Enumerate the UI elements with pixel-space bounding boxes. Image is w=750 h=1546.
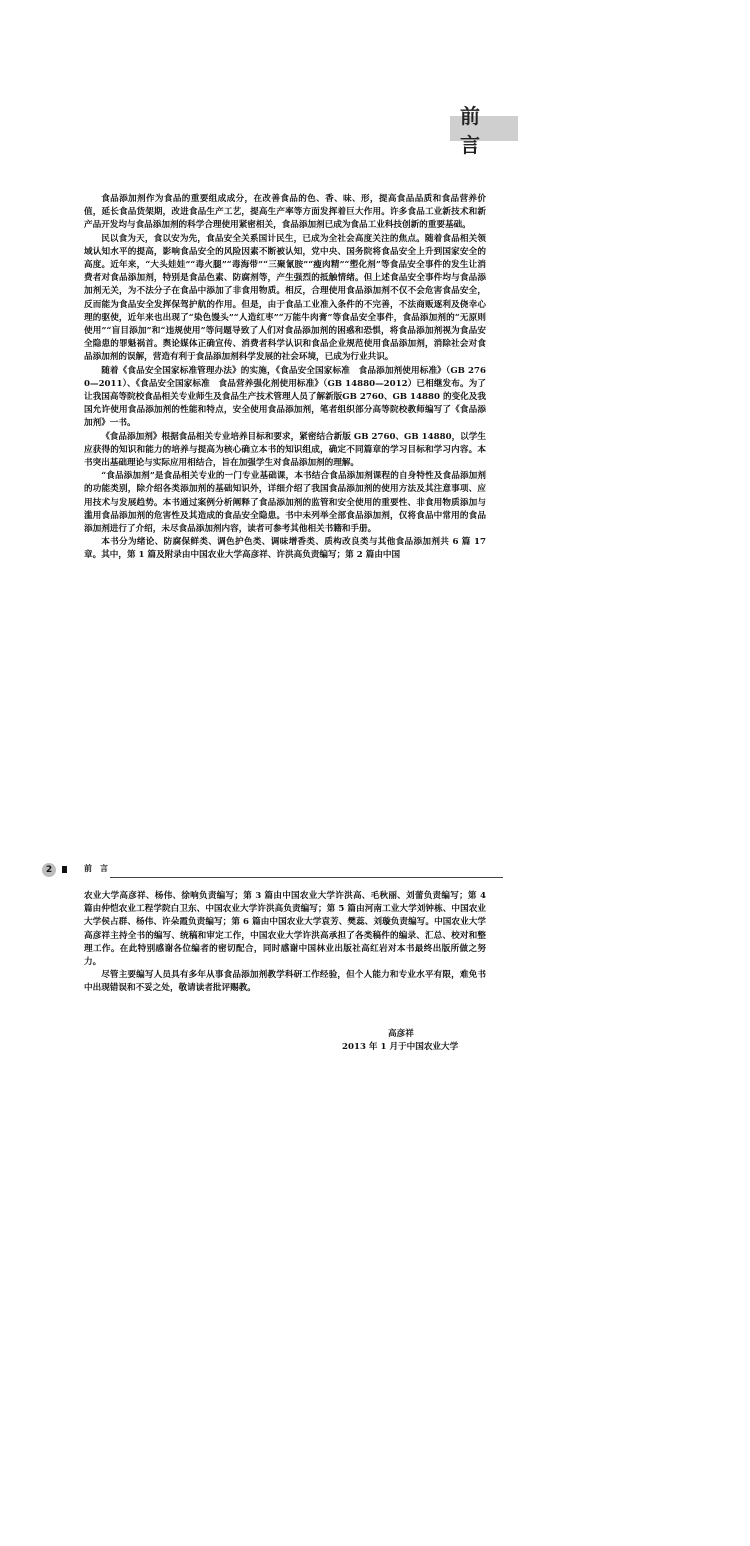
paragraph: “食品添加剂”是食品相关专业的一门专业基础课，本书结合食品添加剂课程的自身特性及食品添加剂的功能类别，除介绍各类添加剂的基础知识外，详细介绍了我国食品添加剂的使用方法及其注意事项、应用技术与发展趋势。本书通过案例分析阐释了食品添加剂的监管和安全使用的重要性、非食用物质添加与滥用食品添加剂的危害性及其造成的食品安全隐患。书中未列举全部食品添加剂，仅将食品中常用的食品添加剂进行了介绍，未尽食品添加剂内容，读者可参考其他相关书籍和手册。	[84, 471, 486, 535]
running-header: 前 言	[84, 863, 108, 873]
preface-body-page1	[84, 193, 486, 563]
page-number-badge: 2	[42, 863, 56, 877]
signature-date: 2013 年 1 月于中国农业大学	[342, 1042, 459, 1052]
author-signature: 高彦祥	[388, 1029, 414, 1039]
paragraph: 本书分为绪论、防腐保鲜类、调色护色类、调味增香类、质构改良类与其他食品添加剂共 6 篇 17 章。其中，第 1 篇及附录由中国农业大学高彦祥、许洪高负责编写；第 2 篇由中国	[84, 537, 486, 561]
paragraph: 尽管主要编写人员具有多年从事食品添加剂教学科研工作经验，但个人能力和专业水平有限，难免书中出现错误和不妥之处，敬请读者批评赐教。	[84, 970, 486, 994]
paragraph: 《食品添加剂》根据食品相关专业培养目标和要求，紧密结合新版 GB 2760、GB 14880，以学生应获得的知识和能力的培养与提高为核心确立本书的知识组成，确定不同篇章的学习目标和学习内容。本书突出基础理论与实际应用相结合，旨在加强学生对食品添加剂的理解。	[84, 431, 486, 469]
preface-title-text: 前 言	[460, 103, 490, 157]
paragraph: 民以食为天，食以安为先，食品安全关系国计民生，已成为全社会高度关注的焦点。随着食品相关领域认知水平的提高，影响食品安全的风险因素不断被认知，党中央、国务院将食品安全上升到国家安全的高度。近年来，“大头娃娃”“毒火腿”“毒海带”“三聚氰胺”“瘦肉精”“塑化剂”等食品安全事件的发生让消费者对食品添加剂，特别是食品色素、防腐剂等，产生强烈的抵触情绪。但上述食品安全事件均与食品添加剂无关，为不法分子在食品中添加了非食用物质。相反，合理使用食品添加剂不仅不会危害食品安全，反而能为食品安全发挥保驾护航的作用。但是，由于食品工业准入条件的不完善，不法商贩逐利及侥幸心理的驱使，近年来也出现了“染色馒头”“人造红枣”“万能牛肉膏”等食品安全事件，食品添加剂的“无原则使用”“盲目添加”和“违规使用”等问题导致了人们对食品添加剂的困惑和恐惧，将食品添加剂视为食品安全隐患的罪魁祸首。舆论媒体正确宣传、消费者科学认识和食品企业规范使用食品添加剂，消除社会对食品添加剂的误解，营造有利于食品添加剂科学发展的社会环境，已成为行业共识。	[84, 233, 486, 363]
paragraph: 食品添加剂作为食品的重要组成成分，在改善食品的色、香、味、形，提高食品品质和食品营养价值，延长食品货架期，改进食品生产工艺，提高生产率等方面发挥着巨大作用。许多食品工业新技术和新产品开发均与食品添加剂的科学合理使用紧密相关，食品添加剂已成为食品工业科技创新的重要基础。	[84, 194, 486, 231]
paragraph: 农业大学高彦祥、杨伟、徐响负责编写；第 3 篇由中国农业大学许洪高、毛秋丽、刘蕾负责编写；第 4 篇由仲恺农业工程学院白卫东、中国农业大学许洪高负责编写；第 5 篇由河南工业大学刘钟栋、中国农业大学侯占群、杨伟、许朵霞负责编写；第 6 篇由中国农业大学袁芳、樊蕊、刘璇负责编写。中国农业大学高彦祥主持全书的编写、统稿和审定工作，中国农业大学许洪高承担了各类稿件的编录、汇总、校对和整理工作。在此特别感谢各位编者的密切配合，同时感谢中国林业出版社高红岩对本书最终出版所做之努力。	[84, 891, 486, 968]
preface-body-page2	[84, 890, 486, 996]
preface-title	[450, 103, 518, 157]
paragraph: 随着《食品安全国家标准管理办法》的实施，《食品安全国家标准 食品添加剂使用标准》（GB 2760—2011）、《食品安全国家标准 食品营养强化剂使用标准》（GB 14880—2012）已相继发布。为了让我国高等院校食品相关专业师生及食品生产技术管理人员了解新版GB 2760、GB 14880 的变化及我国允许使用食品添加剂的性能和特点，安全使用食品添加剂，笔者组织部分高等院校教师编写了《食品添加剂》一书。	[84, 365, 486, 429]
header-marker	[62, 866, 67, 873]
header-rule	[110, 877, 503, 878]
page2-header	[40, 862, 465, 880]
